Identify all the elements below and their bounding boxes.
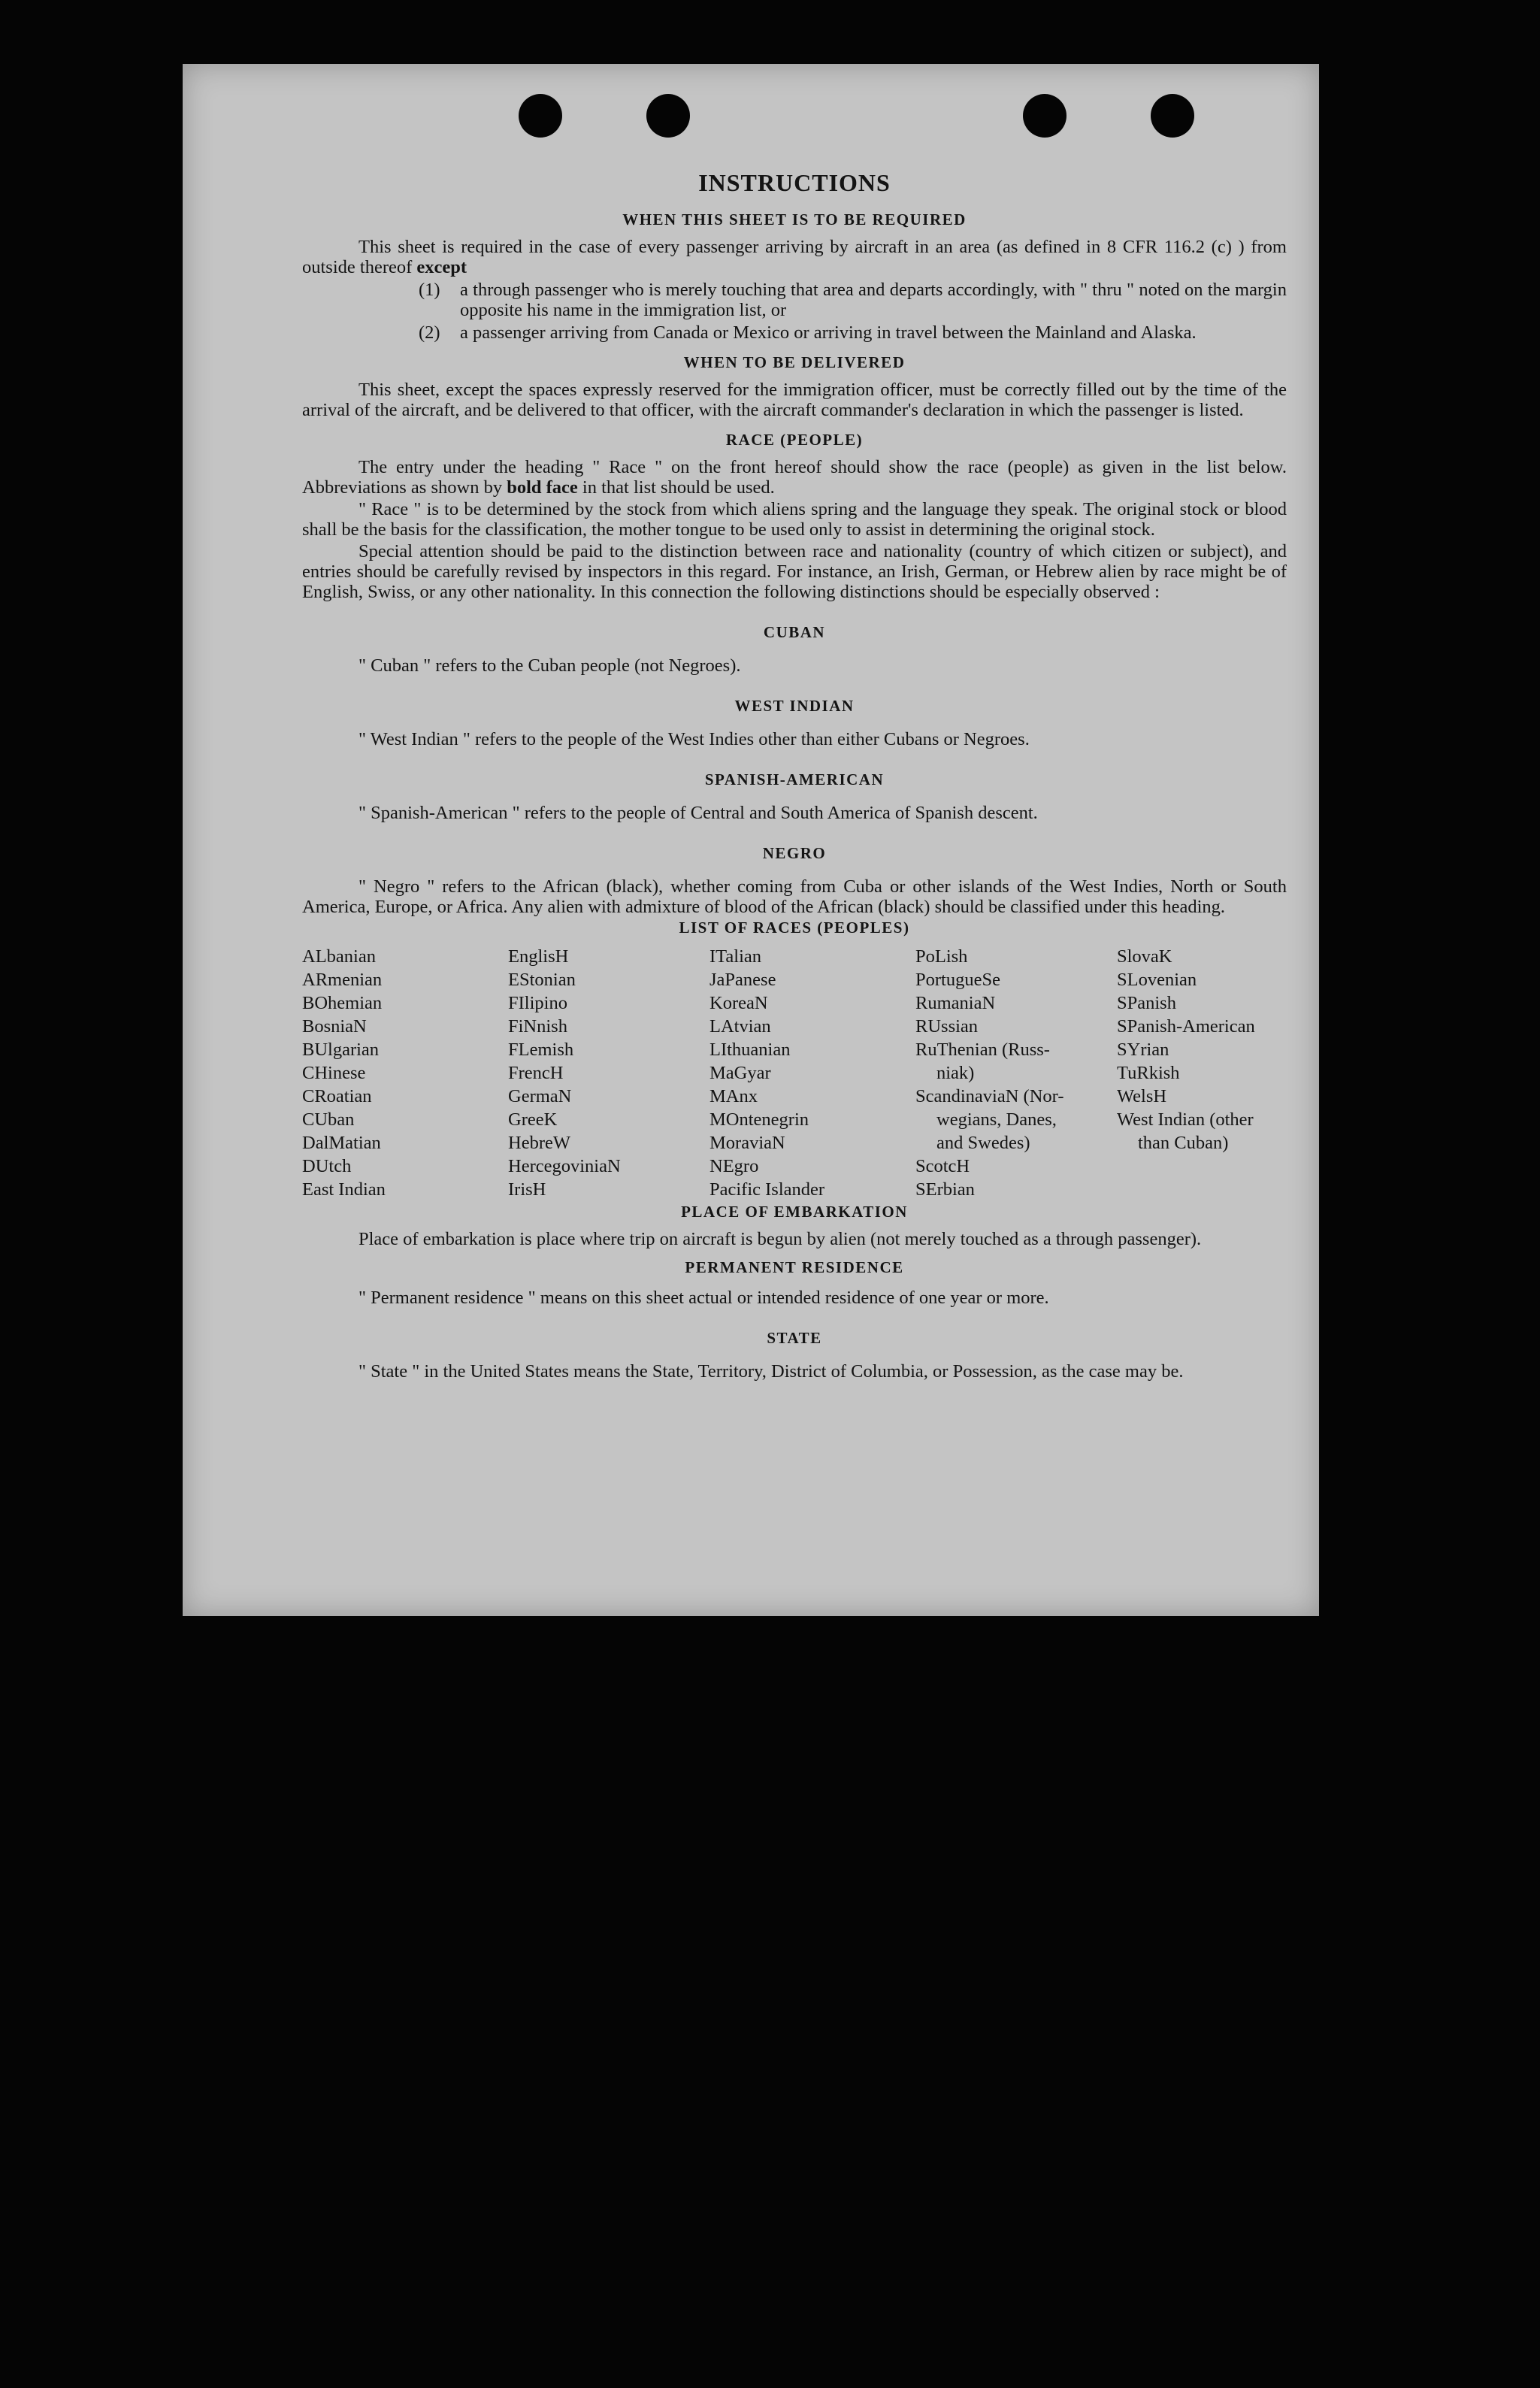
required-intro: This sheet is required in the case of every passenger arriving by aircraft in an area (as defined in 8 CFR 116.2 (c) ) from outside thereof except [302,237,1287,277]
page-title: INSTRUCTIONS [698,169,891,196]
section-heading-spanish-american: SPANISH-AMERICAN [704,770,885,788]
section-heading-delivered: WHEN TO BE DELIVERED [683,353,906,371]
punch-hole [1023,94,1067,138]
punch-hole [1151,94,1194,138]
document-page [183,64,1319,1616]
section-heading-cuban: CUBAN [763,623,826,641]
negro-text: " Negro " refers to the African (black), whether coming from Cuba or other islands of the West Indies, North or South America, Europe, or Africa. Any alien with admixture of blood of the African (black) should be classified under this heading. [302,876,1287,917]
race-column-5: SlovaK SLovenian SPanish SPanish-American SYrian TuRkish WelsH West Indian (other than Cuban) [1117,946,1255,1153]
delivered-text: This sheet, except the spaces expressly reserved for the immigration officer, must be correctly filled out by the time of the arrival of the aircraft, and be delivered to that officer, with the aircraft commander's declaration in which the passenger is listed. [302,380,1287,420]
instructions-body [302,169,1287,1383]
punch-hole [519,94,562,138]
punch-hole [646,94,690,138]
exception-item-2: (2) a passenger arriving from Canada or Mexico or arriving in travel between the Mainland and Alaska. [419,322,1197,343]
cuban-text: " Cuban " refers to the Cuban people (not Negroes). [359,655,741,676]
race-paragraph-3: Special attention should be paid to the distinction between race and nationality (country of which citizen or subject), and entries should be carefully revised by inspectors in this regard. For instance, an Irish, German, or Hebrew alien by race might be of English, Swiss, or any other nationality. In this connection the following distinctions should be especially observed : [302,541,1287,602]
section-heading-residence: PERMANENT RESIDENCE [685,1258,904,1276]
section-heading-state: STATE [767,1329,822,1347]
race-column-2: EnglisH EStonian FIlipino FiNnish FLemish FrencH GermaN GreeK HebreW HercegoviniaN IrisH [508,946,621,1200]
race-column-1: ALbanian ARmenian BOhemian BosniaN BUlgarian CHinese CRoatian CUban DalMatian DUtch East Indian [302,946,386,1200]
race-list [302,945,1287,1201]
section-heading-list: LIST OF RACES (PEOPLES) [679,919,910,937]
race-column-3: ITalian JaPanese KoreaN LAtvian LIthuanian MaGyar MAnx MOntenegrin MoraviaN NEgro Pacific Islander [709,946,825,1200]
section-heading-required: WHEN THIS SHEET IS TO BE REQUIRED [622,210,967,229]
spanish-american-text: " Spanish-American " refers to the people of Central and South America of Spanish descent. [359,803,1038,823]
section-heading-negro: NEGRO [762,844,827,862]
section-heading-embarkation: PLACE OF EMBARKATION [681,1203,908,1221]
exception-item-1: (1) a through passenger who is merely touching that area and departs accordingly, with " thru " noted on the margin opposite his name in the immigration list, or [419,280,1287,320]
race-column-4: PoLish PortugueSe RumaniaN RUssian RuThenian (Russ- niak) ScandinaviaN (Nor- wegians, Danes, and Swedes) ScotcH SErbian [915,946,1064,1200]
section-heading-race: RACE (PEOPLE) [725,431,864,449]
state-text: " State " in the United States means the State, Territory, District of Columbia, or Possession, as the case may be. [359,1361,1184,1382]
residence-text: " Permanent residence " means on this sheet actual or intended residence of one year or more. [359,1288,1049,1308]
west-indian-text: " West Indian " refers to the people of the West Indies other than either Cubans or Negroes. [359,729,1030,749]
race-paragraph-1: The entry under the heading " Race " on the front hereof should show the race (people) as given in the list below. Abbreviations as shown by bold face in that list should be used. [302,457,1287,498]
embarkation-text: Place of embarkation is place where trip on aircraft is begun by alien (not merely touched as a through passenger). [359,1229,1202,1249]
section-heading-west-indian: WEST INDIAN [734,697,855,715]
race-paragraph-2: " Race " is to be determined by the stock from which aliens spring and the language they speak. The original stock or blood shall be the basis for the classification, the mother tongue to be used only to assist in determining the original stock. [302,499,1287,540]
